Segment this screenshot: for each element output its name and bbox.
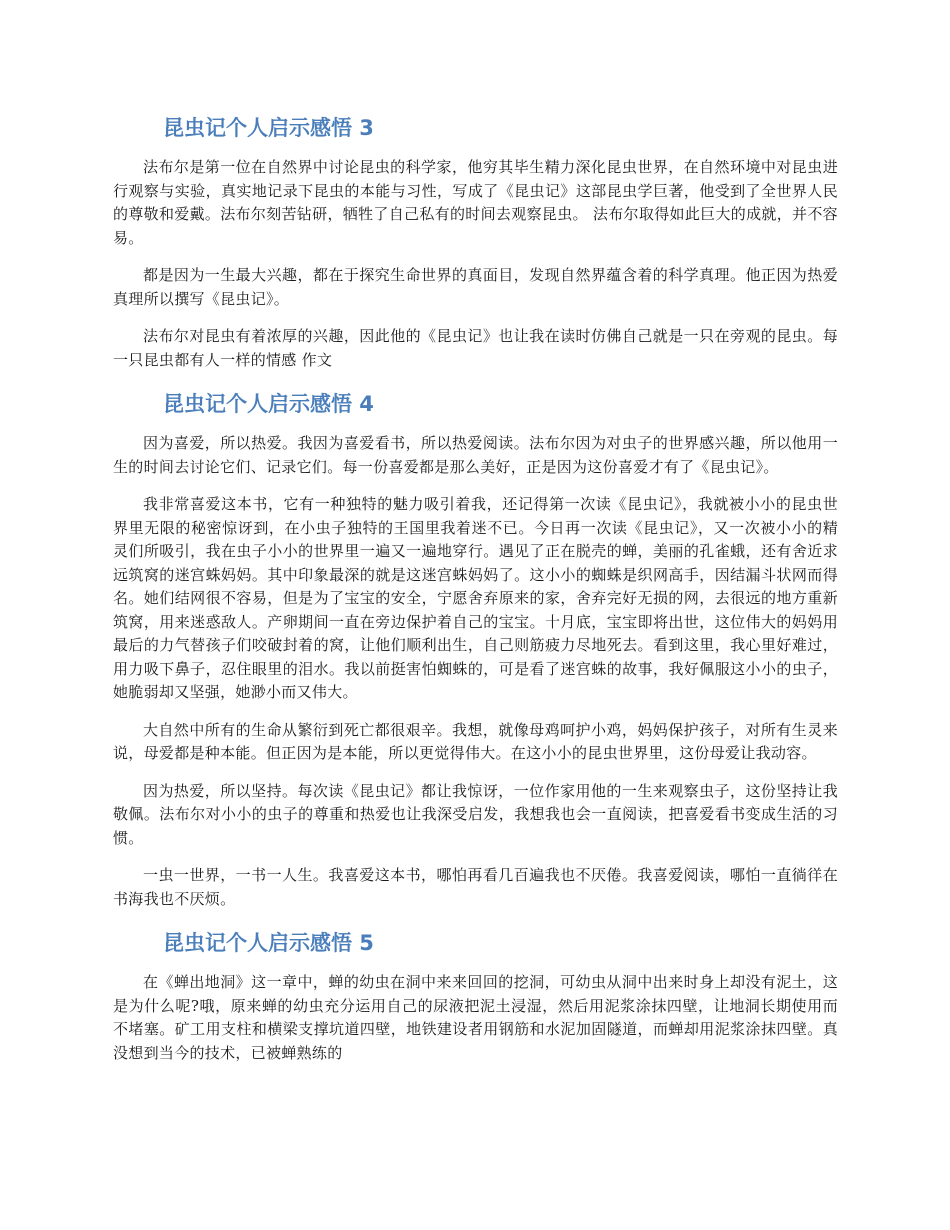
paragraph: 一虫一世界，一书一人生。我喜爱这本书，哪怕再看几百遍我也不厌倦。我喜爱阅读，哪怕一直徜徉在书海我也不厌烦。 (113, 866, 838, 908)
paragraph: 在《蝉出地洞》这一章中，蝉的幼虫在洞中来来回回的挖洞，可幼虫从洞中出来时身上却没有泥土，这是为什么呢?哦，原来蝉的幼虫充分运用自己的尿液把泥土浸湿，然后用泥浆涂抹四壁，让地洞长期使用而不堵塞。矿工用支柱和横梁支撑坑道四壁，地铁建设者用钢筋和水泥加固隧道，而蝉却用泥浆涂抹四壁。真没想到当今的技术，已被蝉熟练的 (113, 973, 838, 1062)
document-page (113, 110, 838, 1079)
paragraph: 因为热爱，所以坚持。每次读《昆虫记》都让我惊讶，一位作家用他的一生来观察虫子，这份坚持让我敬佩。法布尔对小小的虫子的尊重和热爱也让我深受启发，我想我也会一直阅读，把喜爱看书变成生活的习惯。 (113, 781, 838, 847)
section-3 (113, 110, 838, 372)
section-title: 昆虫记个人启示感悟 4 (163, 392, 374, 416)
section-title: 昆虫记个人启示感悟 3 (163, 116, 374, 140)
paragraph: 我非常喜爱这本书，它有一种独特的魅力吸引着我，还记得第一次读《昆虫记》，我就被小小的昆虫世界里无限的秘密惊讶到，在小虫子独特的王国里我着迷不已。今日再一次读《昆虫记》，又一次被小小的精灵们所吸引，我在虫子小小的世界里一遍又一遍地穿行。遇见了正在脱壳的蝉，美丽的孔雀蛾，还有舍近求远筑窝的迷宫蛛妈妈。其中印象最深的就是这迷宫蛛妈妈了。这小小的蜘蛛是织网高手，因结漏斗状网而得名。她们结网很不容易，但是为了宝宝的安全，宁愿舍弃原来的家，舍弃完好无损的网，去很远的地方重新筑窝，用来迷惑敌人。产卵期间一直在旁边保护着自己的宝宝。十月底，宝宝即将出世，这位伟大的妈妈用最后的力气替孩子们咬破封着的窝，让他们顺利出生，自己则筋疲力尽地死去。看到这里，我心里好难过，用力吸下鼻子，忍住眼里的泪水。我以前挺害怕蜘蛛的，可是看了迷宫蛛的故事，我好佩服这小小的虫子，她脆弱却又坚强，她渺小而又伟大。 (113, 495, 838, 701)
paragraph: 都是因为一生最大兴趣，都在于探究生命世界的真面目，发现自然界蕴含着的科学真理。他正因为热爱真理所以撰写《昆虫记》。 (113, 266, 838, 308)
paragraph: 大自然中所有的生命从繁衍到死亡都很艰辛。我想，就像母鸡呵护小鸡，妈妈保护孩子，对所有生灵来说，母爱都是种本能。但正因为是本能，所以更觉得伟大。在这小小的昆虫世界里，这份母爱让我动容。 (113, 720, 838, 762)
section-title: 昆虫记个人启示感悟 5 (163, 931, 374, 955)
paragraph: 法布尔是第一位在自然界中讨论昆虫的科学家，他穷其毕生精力深化昆虫世界，在自然环境中对昆虫进行观察与实验，真实地记录下昆虫的本能与习性，写成了《昆虫记》这部昆虫学巨著，他受到了全世界人民的尊敬和爱戴。法布尔刻苦钻研，牺牲了自己私有的时间去观察昆虫。 法布尔取得如此巨大的成就，并不容易。 (113, 158, 838, 247)
paragraph: 法布尔对昆虫有着浓厚的兴趣，因此他的《昆虫记》也让我在读时仿佛自己就是一只在旁观的昆虫。每一只昆虫都有人一样的情感 作文 (113, 327, 838, 369)
section-5 (113, 925, 838, 1065)
paragraph: 因为喜爱，所以热爱。我因为喜爱看书，所以热爱阅读。法布尔因为对虫子的世界感兴趣，所以他用一生的时间去讨论它们、记录它们。每一份喜爱都是那么美好，正是因为这份喜爱才有了《昆虫记》。 (113, 434, 838, 476)
section-4 (113, 386, 838, 911)
